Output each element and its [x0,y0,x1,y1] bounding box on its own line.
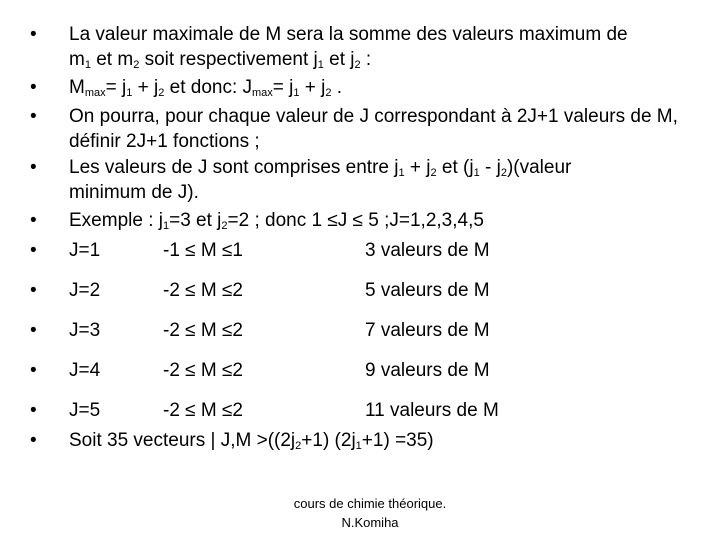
text-segment: )(valeur [506,157,572,178]
text-segment: soit respectivement j [139,49,318,70]
bullet-marker: • [30,106,37,127]
text-segment: Soit 35 vecteurs | J,M >((2j [69,430,296,451]
slide-footer [230,494,510,532]
subscript: 1 [162,220,170,232]
row-j-value: J=4 [69,360,101,381]
subscript: max [252,87,273,99]
text-segment: Exemple : j [69,210,163,231]
text-segment: +1) =35) [361,430,434,451]
row-m-count: 5 valeurs de M [365,280,490,301]
text-segment: - j [479,157,501,178]
text-segment: +1) (2j [301,430,356,451]
subscript: 1 [355,440,362,452]
bullet-marker: • [30,280,37,301]
subscript: 1 [398,167,405,179]
bullet-text [69,155,694,205]
row-m-range: -2 ≤ M ≤2 [163,360,243,381]
text-segment: et j [323,49,355,70]
row-m-count: 7 valeurs de M [365,320,490,341]
text-segment: minimum de J). [69,182,199,203]
subscript: 1 [317,59,324,71]
bullet-marker: • [30,360,37,381]
text-segment: et m [90,49,134,70]
bullet-text [69,428,694,453]
bullet-marker: • [30,24,37,45]
subscript: 1 [293,87,300,99]
bullet-text [69,75,694,100]
row-m-range: -2 ≤ M ≤2 [163,280,243,301]
text-segment: m [69,49,85,70]
row-m-count: 11 valeurs de M [365,400,499,421]
row-j-value: J=3 [69,320,101,341]
bullet-marker: • [30,157,37,178]
row-m-range: -2 ≤ M ≤2 [163,320,243,341]
bullet-marker: • [30,400,37,421]
text-segment: et (j [436,157,474,178]
text-segment: =2 ; donc 1 ≤J ≤ 5 ;J=1,2,3,4,5 [227,210,484,231]
text-segment: + j [299,77,326,98]
text-segment: . [331,77,343,98]
row-m-range: -1 ≤ M ≤1 [163,240,243,261]
text-segment: La valeur maximale de M sera la somme des valeurs maximum de [69,24,628,45]
subscript: 2 [500,167,507,179]
bullet-text [69,208,694,233]
subscript: 2 [158,87,165,99]
subscript: max [84,87,106,99]
text-segment: + j [132,77,159,98]
bullet-marker: • [30,240,37,261]
footer-course-title: cours de chimie théorique. [293,496,447,511]
subscript: 2 [221,220,228,232]
subscript: 2 [354,59,361,71]
text-segment: + j [404,157,431,178]
bullet-marker: • [30,320,37,341]
subscript: 2 [295,440,302,452]
row-j-value: J=1 [69,240,101,261]
bullet-marker: • [30,77,37,98]
text-segment: =3 et j [169,210,222,231]
row-m-range: -2 ≤ M ≤2 [163,400,243,421]
subscript: 1 [126,87,133,99]
text-segment: = j [105,77,127,98]
text-segment: Les valeurs de J sont comprises entre j [69,157,399,178]
text-segment: = j [272,77,294,98]
subscript: 2 [325,87,332,99]
footer-author: N.Komiha [341,515,399,530]
row-m-count: 3 valeurs de M [365,240,490,261]
bullet-text: On pourra, pour chaque valeur de J correspondant à 2J+1 valeurs de M, définir 2J+1 fonctions ; [69,106,678,152]
bullet-marker: • [30,430,37,451]
bullet-text [69,22,694,72]
row-j-value: J=2 [69,280,101,301]
text-segment: : [360,49,372,70]
subscript: 1 [473,167,480,179]
row-j-value: J=5 [69,400,101,421]
subscript: 2 [430,167,437,179]
subscript: 2 [133,59,140,71]
text-segment: et donc: J [164,77,253,98]
text-segment: M [69,77,85,98]
row-m-count: 9 valeurs de M [365,360,490,381]
subscript: 1 [84,59,91,71]
bullet-marker: • [30,210,37,231]
